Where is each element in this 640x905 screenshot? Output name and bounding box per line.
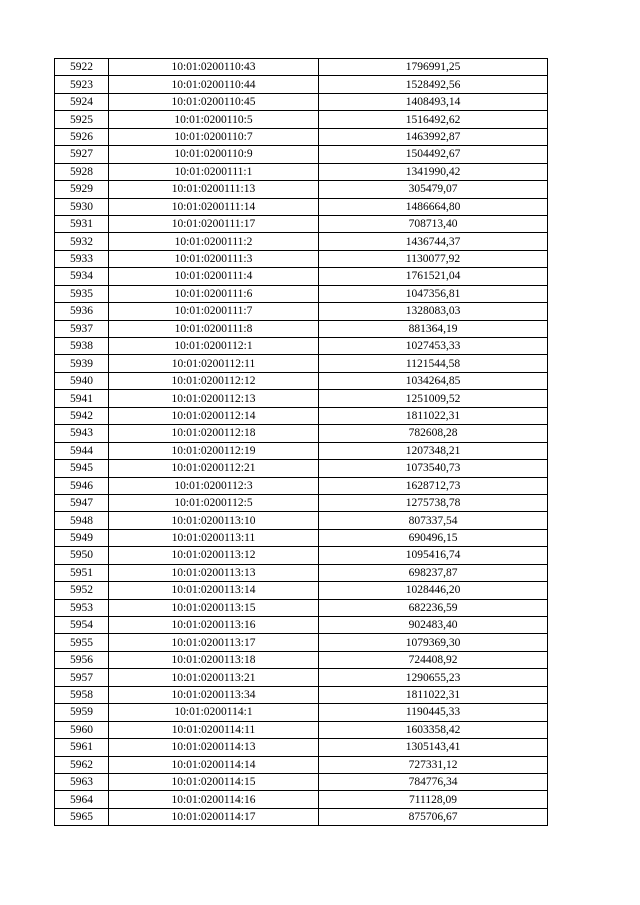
value-cell: 1436744,37 (319, 233, 548, 250)
table-row (55, 460, 548, 477)
cadastral-number-cell: 10:01:0200111:8 (109, 320, 319, 337)
value-cell: 1121544,58 (319, 355, 548, 372)
row-number-cell: 5924 (55, 93, 109, 110)
row-number-cell: 5962 (55, 756, 109, 773)
cadastral-number-cell: 10:01:0200112:21 (109, 460, 319, 477)
table-row (55, 128, 548, 145)
table-row (55, 285, 548, 302)
cadastral-number-cell: 10:01:0200113:16 (109, 617, 319, 634)
value-cell: 902483,40 (319, 617, 548, 634)
cadastral-number-cell: 10:01:0200114:11 (109, 721, 319, 738)
cadastral-number-cell: 10:01:0200112:12 (109, 372, 319, 389)
table-row (55, 529, 548, 546)
row-number-cell: 5927 (55, 146, 109, 163)
value-cell: 1528492,56 (319, 76, 548, 93)
cadastral-number-cell: 10:01:0200114:15 (109, 773, 319, 790)
value-cell: 1463992,87 (319, 128, 548, 145)
cadastral-number-cell: 10:01:0200111:1 (109, 163, 319, 180)
cadastral-number-cell: 10:01:0200113:15 (109, 599, 319, 616)
value-cell: 1486664,80 (319, 198, 548, 215)
row-number-cell: 5959 (55, 704, 109, 721)
cadastral-number-cell: 10:01:0200112:13 (109, 390, 319, 407)
value-cell: 708713,40 (319, 215, 548, 232)
row-number-cell: 5943 (55, 425, 109, 442)
value-cell: 1628712,73 (319, 477, 548, 494)
value-cell: 1130077,92 (319, 250, 548, 267)
row-number-cell: 5961 (55, 739, 109, 756)
row-number-cell: 5953 (55, 599, 109, 616)
table-row (55, 303, 548, 320)
row-number-cell: 5926 (55, 128, 109, 145)
row-number-cell: 5938 (55, 338, 109, 355)
row-number-cell: 5964 (55, 791, 109, 808)
table-row (55, 582, 548, 599)
cadastral-number-cell: 10:01:0200113:12 (109, 547, 319, 564)
cadastral-number-cell: 10:01:0200111:13 (109, 181, 319, 198)
value-cell: 1328083,03 (319, 303, 548, 320)
row-number-cell: 5932 (55, 233, 109, 250)
table-row (55, 547, 548, 564)
table-row (55, 338, 548, 355)
value-cell: 1408493,14 (319, 93, 548, 110)
row-number-cell: 5948 (55, 512, 109, 529)
value-cell: 1275738,78 (319, 494, 548, 511)
value-cell: 690496,15 (319, 529, 548, 546)
table-row (55, 250, 548, 267)
table-row (55, 268, 548, 285)
table-row (55, 721, 548, 738)
value-cell: 1290655,23 (319, 669, 548, 686)
row-number-cell: 5931 (55, 215, 109, 232)
value-cell: 1516492,62 (319, 111, 548, 128)
row-number-cell: 5955 (55, 634, 109, 651)
table-row (55, 407, 548, 424)
row-number-cell: 5934 (55, 268, 109, 285)
cadastral-number-cell: 10:01:0200111:14 (109, 198, 319, 215)
row-number-cell: 5940 (55, 372, 109, 389)
cadastral-number-cell: 10:01:0200110:43 (109, 59, 319, 76)
cadastral-number-cell: 10:01:0200111:2 (109, 233, 319, 250)
value-cell: 1190445,33 (319, 704, 548, 721)
row-number-cell: 5946 (55, 477, 109, 494)
table-row (55, 756, 548, 773)
table-row (55, 669, 548, 686)
value-cell: 784776,34 (319, 773, 548, 790)
table-row (55, 111, 548, 128)
row-number-cell: 5958 (55, 686, 109, 703)
table-row (55, 686, 548, 703)
cadastral-number-cell: 10:01:0200112:3 (109, 477, 319, 494)
cadastral-number-cell: 10:01:0200110:9 (109, 146, 319, 163)
cadastral-number-cell: 10:01:0200110:44 (109, 76, 319, 93)
table-row (55, 93, 548, 110)
row-number-cell: 5949 (55, 529, 109, 546)
cadastral-number-cell: 10:01:0200113:11 (109, 529, 319, 546)
table-row (55, 320, 548, 337)
cadastral-number-cell: 10:01:0200113:18 (109, 651, 319, 668)
row-number-cell: 5933 (55, 250, 109, 267)
cadastral-number-cell: 10:01:0200113:14 (109, 582, 319, 599)
cadastral-number-cell: 10:01:0200113:10 (109, 512, 319, 529)
row-number-cell: 5952 (55, 582, 109, 599)
row-number-cell: 5965 (55, 808, 109, 825)
cadastral-number-cell: 10:01:0200110:7 (109, 128, 319, 145)
value-cell: 1811022,31 (319, 686, 548, 703)
table-row (55, 442, 548, 459)
table-row (55, 163, 548, 180)
table-row (55, 390, 548, 407)
table-row (55, 59, 548, 76)
table-body (55, 59, 548, 826)
table-row (55, 564, 548, 581)
row-number-cell: 5944 (55, 442, 109, 459)
value-cell: 1603358,42 (319, 721, 548, 738)
cadastral-number-cell: 10:01:0200112:19 (109, 442, 319, 459)
cadastral-number-cell: 10:01:0200114:16 (109, 791, 319, 808)
table-row (55, 739, 548, 756)
table-row (55, 477, 548, 494)
cadastral-number-cell: 10:01:0200114:1 (109, 704, 319, 721)
row-number-cell: 5941 (55, 390, 109, 407)
value-cell: 881364,19 (319, 320, 548, 337)
table-row (55, 791, 548, 808)
cadastral-number-cell: 10:01:0200110:5 (109, 111, 319, 128)
row-number-cell: 5937 (55, 320, 109, 337)
cadastral-number-cell: 10:01:0200114:14 (109, 756, 319, 773)
value-cell: 1207348,21 (319, 442, 548, 459)
table-row (55, 215, 548, 232)
cadastral-number-cell: 10:01:0200114:13 (109, 739, 319, 756)
row-number-cell: 5930 (55, 198, 109, 215)
table-row (55, 372, 548, 389)
table-row (55, 425, 548, 442)
table-row (55, 512, 548, 529)
table-row (55, 198, 548, 215)
cadastral-number-cell: 10:01:0200110:45 (109, 93, 319, 110)
cadastral-number-cell: 10:01:0200112:11 (109, 355, 319, 372)
table-row (55, 181, 548, 198)
row-number-cell: 5954 (55, 617, 109, 634)
value-cell: 682236,59 (319, 599, 548, 616)
value-cell: 1305143,41 (319, 739, 548, 756)
row-number-cell: 5922 (55, 59, 109, 76)
cadastral-number-cell: 10:01:0200114:17 (109, 808, 319, 825)
table-row (55, 355, 548, 372)
value-cell: 1034264,85 (319, 372, 548, 389)
cadastral-number-cell: 10:01:0200113:21 (109, 669, 319, 686)
row-number-cell: 5957 (55, 669, 109, 686)
cadastral-number-cell: 10:01:0200111:7 (109, 303, 319, 320)
row-number-cell: 5950 (55, 547, 109, 564)
data-table (54, 58, 548, 826)
value-cell: 305479,07 (319, 181, 548, 198)
table-row (55, 634, 548, 651)
value-cell: 1761521,04 (319, 268, 548, 285)
value-cell: 1504492,67 (319, 146, 548, 163)
row-number-cell: 5935 (55, 285, 109, 302)
cadastral-number-cell: 10:01:0200111:3 (109, 250, 319, 267)
value-cell: 727331,12 (319, 756, 548, 773)
cadastral-number-cell: 10:01:0200113:17 (109, 634, 319, 651)
table-row (55, 651, 548, 668)
row-number-cell: 5947 (55, 494, 109, 511)
row-number-cell: 5951 (55, 564, 109, 581)
cadastral-number-cell: 10:01:0200112:14 (109, 407, 319, 424)
value-cell: 1095416,74 (319, 547, 548, 564)
row-number-cell: 5925 (55, 111, 109, 128)
row-number-cell: 5939 (55, 355, 109, 372)
value-cell: 1028446,20 (319, 582, 548, 599)
value-cell: 1073540,73 (319, 460, 548, 477)
row-number-cell: 5929 (55, 181, 109, 198)
cadastral-number-cell: 10:01:0200112:5 (109, 494, 319, 511)
value-cell: 1251009,52 (319, 390, 548, 407)
table-row (55, 233, 548, 250)
table-row (55, 76, 548, 93)
value-cell: 724408,92 (319, 651, 548, 668)
table-row (55, 617, 548, 634)
value-cell: 1811022,31 (319, 407, 548, 424)
value-cell: 698237,87 (319, 564, 548, 581)
cadastral-number-cell: 10:01:0200113:13 (109, 564, 319, 581)
row-number-cell: 5923 (55, 76, 109, 93)
table-row (55, 599, 548, 616)
row-number-cell: 5936 (55, 303, 109, 320)
row-number-cell: 5960 (55, 721, 109, 738)
cadastral-number-cell: 10:01:0200111:4 (109, 268, 319, 285)
table-row (55, 808, 548, 825)
cadastral-number-cell: 10:01:0200113:34 (109, 686, 319, 703)
table-row (55, 146, 548, 163)
table-row (55, 773, 548, 790)
value-cell: 782608,28 (319, 425, 548, 442)
row-number-cell: 5963 (55, 773, 109, 790)
cadastral-number-cell: 10:01:0200111:17 (109, 215, 319, 232)
row-number-cell: 5945 (55, 460, 109, 477)
value-cell: 1079369,30 (319, 634, 548, 651)
value-cell: 1047356,81 (319, 285, 548, 302)
value-cell: 1796991,25 (319, 59, 548, 76)
value-cell: 875706,67 (319, 808, 548, 825)
value-cell: 1341990,42 (319, 163, 548, 180)
row-number-cell: 5928 (55, 163, 109, 180)
table-row (55, 704, 548, 721)
value-cell: 711128,09 (319, 791, 548, 808)
row-number-cell: 5956 (55, 651, 109, 668)
value-cell: 807337,54 (319, 512, 548, 529)
table-row (55, 494, 548, 511)
value-cell: 1027453,33 (319, 338, 548, 355)
cadastral-number-cell: 10:01:0200112:18 (109, 425, 319, 442)
cadastral-number-cell: 10:01:0200111:6 (109, 285, 319, 302)
cadastral-number-cell: 10:01:0200112:1 (109, 338, 319, 355)
row-number-cell: 5942 (55, 407, 109, 424)
